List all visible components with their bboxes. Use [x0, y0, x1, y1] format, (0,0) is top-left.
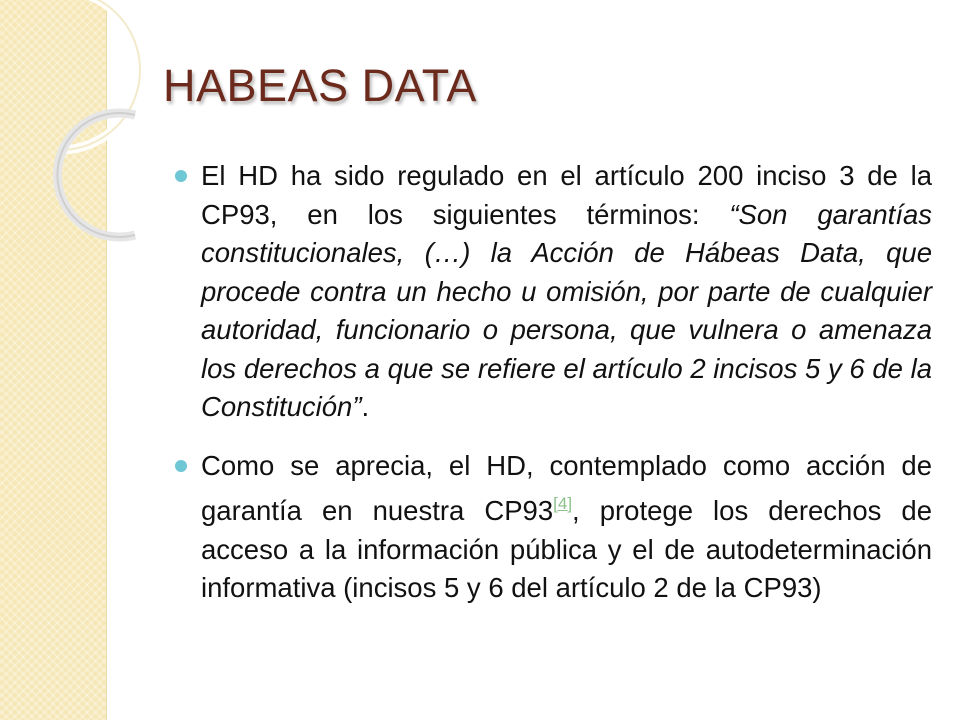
decorative-rings: [0, 0, 170, 260]
bullet-dot-icon: [175, 170, 187, 182]
bullet-dot-icon: [175, 460, 187, 472]
bullet-text-continued: , protege los derechos de acceso a la información pública y el de autodeterminación informativa (incisos 5 y 6 del artículo 2 de la CP93): [201, 495, 932, 603]
bullet-text-end: .: [361, 391, 370, 422]
bullet-list: [172, 157, 932, 628]
bullet-text: Como se aprecia, el HD, contemplado como acción de garantía en nuestra CP93: [201, 449, 932, 526]
constitution-quote: “Son garantías constitucionales, (…) la Acción de Hábeas Data, que procede contra un hecho u omisión, por parte de cualquier autoridad, funcionario o persona, que vulnera o amenaza los derechos a que se refiere el artículo 2 incisos 5 y 6 de la Constitución”: [201, 198, 932, 422]
bullet-text: El HD ha sido regulado en el artículo 200 inciso 3 de la CP93, en los siguientes términos:: [201, 160, 932, 230]
slide-title: HABEAS DATA: [163, 60, 477, 111]
bullet-item-regulation: [172, 157, 932, 427]
bullet-item-interpretation: [172, 447, 932, 608]
footnote-reference-link[interactable]: [4]: [553, 494, 573, 513]
